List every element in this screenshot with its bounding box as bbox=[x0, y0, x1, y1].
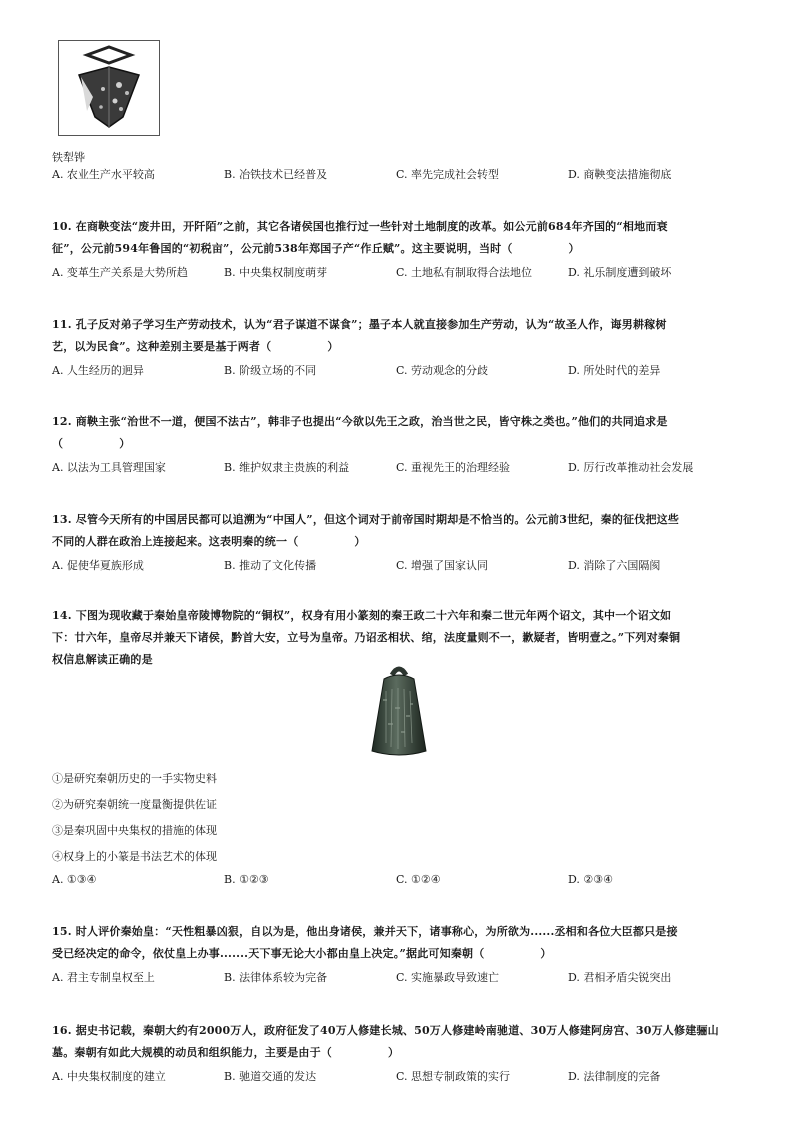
plowshare-drawing-icon bbox=[59, 41, 159, 135]
q12-option-a[interactable]: A. 以法为工具管理国家 bbox=[52, 461, 166, 474]
q10-option-d[interactable]: D. 礼乐制度遭到破坏 bbox=[568, 266, 672, 279]
q13-option-c[interactable]: C. 增强了国家认同 bbox=[396, 559, 489, 572]
q15-option-a[interactable]: A. 君主专制皇权至上 bbox=[52, 971, 155, 984]
q14-statement-1: ①是研究秦朝历史的一手实物史料 bbox=[52, 772, 217, 785]
q9-option-b[interactable]: B. 冶铁技术已经普及 bbox=[224, 168, 328, 181]
q13-option-a[interactable]: A. 促使华夏族形成 bbox=[52, 559, 144, 572]
q15-option-d[interactable]: D. 君相矛盾尖锐突出 bbox=[568, 971, 672, 984]
q16-option-d[interactable]: D. 法律制度的完备 bbox=[568, 1070, 661, 1083]
q10-stem-line: 征”，公元前594年鲁国的“初税亩”，公元前538年郑国子产“作丘赋”。这主要说明，当时（ ） bbox=[52, 242, 580, 255]
q9-option-a[interactable]: A. 农业生产水平较高 bbox=[52, 168, 155, 181]
q10-option-a[interactable]: A. 变革生产关系是大势所趋 bbox=[52, 266, 188, 279]
q10-options bbox=[52, 264, 742, 284]
q14-stem-line: 权信息解读正确的是 bbox=[52, 653, 153, 666]
q14-option-b[interactable]: B. ①②③ bbox=[224, 873, 269, 886]
q13-stem-line: 不同的人群在政治上连接起来。这表明秦的统一（ ） bbox=[52, 535, 366, 548]
q14-stem-line: 下：廿六年，皇帝尽并兼天下诸侯，黔首大安，立号为皇帝。乃诏丞相状、绾，法度量则不一，歉疑者，皆明壹之。”下列对秦铜 bbox=[52, 631, 681, 644]
q15-option-b[interactable]: B. 法律体系较为完备 bbox=[224, 971, 328, 984]
q15-option-c[interactable]: C. 实施暴政导致速亡 bbox=[396, 971, 500, 984]
q11-options bbox=[52, 362, 742, 382]
q13-options bbox=[52, 557, 742, 577]
q9-option-c[interactable]: C. 率先完成社会转型 bbox=[396, 168, 500, 181]
q10-stem bbox=[52, 216, 742, 260]
iron-plowshare-figure bbox=[58, 40, 160, 136]
q16-stem-line: 墓。秦朝有如此大规模的动员和组织能力，主要是由于（ ） bbox=[52, 1046, 400, 1059]
q14-stem bbox=[52, 605, 742, 671]
q11-option-c[interactable]: C. 劳动观念的分歧 bbox=[396, 364, 489, 377]
q14-statement-3: ③是秦巩固中央集权的措施的体现 bbox=[52, 824, 217, 837]
q10-stem-line: 10. 在商鞅变法“废井田，开阡陌”之前，其它各诸侯国也推行过一些针对土地制度的改革。如公元前684年齐国的“相地而衰 bbox=[52, 220, 668, 233]
q12-stem-line: 12. 商鞅主张“治世不一道，便国不法古”，韩非子也提出“今欲以先王之政，治当世之民，皆守株之类也。”他们的共同追求是 bbox=[52, 415, 668, 428]
q13-stem bbox=[52, 509, 742, 553]
q16-options bbox=[52, 1068, 742, 1088]
q14-statement-4: ④权身上的小篆是书法艺术的体现 bbox=[52, 850, 217, 863]
q9-option-d[interactable]: D. 商鞅变法措施彻底 bbox=[568, 168, 672, 181]
q15-stem-line: 15. 时人评价秦始皇：“天性粗暴凶狠，自以为是，他出身诸侯，兼并天下，诸事称心，为所欲为......丞相和各位大臣都只是接 bbox=[52, 925, 678, 938]
q14-statement-2: ②为研究秦朝统一度量衡提供佐证 bbox=[52, 798, 217, 811]
q11-stem bbox=[52, 314, 742, 358]
q12-options bbox=[52, 459, 742, 479]
q14-option-d[interactable]: D. ②③④ bbox=[568, 873, 614, 886]
q16-stem bbox=[52, 1020, 742, 1064]
q10-option-c[interactable]: C. 土地私有制取得合法地位 bbox=[396, 266, 533, 279]
figure-caption: 铁犁铧 bbox=[52, 151, 85, 164]
q16-option-a[interactable]: A. 中央集权制度的建立 bbox=[52, 1070, 166, 1083]
q16-option-b[interactable]: B. 驰道交通的发达 bbox=[224, 1070, 317, 1083]
q9-options bbox=[52, 166, 742, 186]
q13-stem-line: 13. 尽管今天所有的中国居民都可以追溯为“中国人”，但这个词对于前帝国时期却是不恰当的。公元前3世纪，秦的征伐把这些 bbox=[52, 513, 680, 526]
q15-stem-line: 受已经决定的命令，依仗皇上办事.......天下事无论大小都由皇上决定。”据此可知秦朝（ ） bbox=[52, 947, 552, 960]
q11-stem-line: 艺，以为民食”。这种差别主要是基于两者（ ） bbox=[52, 340, 339, 353]
q14-option-c[interactable]: C. ①②④ bbox=[396, 873, 441, 886]
q12-option-b[interactable]: B. 维护奴隶主贵族的利益 bbox=[224, 461, 350, 474]
q12-stem bbox=[52, 411, 742, 455]
q12-stem-line: （ ） bbox=[52, 437, 131, 450]
q15-stem bbox=[52, 921, 742, 965]
bronze-weight-figure bbox=[366, 663, 432, 759]
q15-options bbox=[52, 969, 742, 989]
q16-option-c[interactable]: C. 思想专制政策的实行 bbox=[396, 1070, 511, 1083]
q12-option-d[interactable]: D. 厉行改革推动社会发展 bbox=[568, 461, 694, 474]
q14-option-a[interactable]: A. ①③④ bbox=[52, 873, 97, 886]
q16-stem-line: 16. 据史书记载，秦朝大约有2000万人，政府征发了40万人修建长城、50万人修建岭南驰道、30万人修建阿房宫、30万人修建骊山 bbox=[52, 1024, 719, 1037]
q13-option-b[interactable]: B. 推动了文化传播 bbox=[224, 559, 317, 572]
q14-stem-line: 14. 下图为现收藏于秦始皇帝陵博物院的“铜权”，权身有用小篆刻的秦王政二十六年和秦二世元年两个诏文，其中一个诏文如 bbox=[52, 609, 672, 622]
q11-option-a[interactable]: A. 人生经历的迥异 bbox=[52, 364, 144, 377]
bronze-weight-icon bbox=[366, 663, 432, 759]
q13-option-d[interactable]: D. 消除了六国隔阂 bbox=[568, 559, 661, 572]
q11-option-d[interactable]: D. 所处时代的差异 bbox=[568, 364, 661, 377]
q14-options bbox=[52, 873, 742, 893]
q11-option-b[interactable]: B. 阶级立场的不同 bbox=[224, 364, 317, 377]
q11-stem-line: 11. 孔子反对弟子学习生产劳动技术，认为“君子谋道不谋食”；墨子本人就直接参加生产劳动，认为“故圣人作，诲男耕稼树 bbox=[52, 318, 667, 331]
q12-option-c[interactable]: C. 重视先王的治理经验 bbox=[396, 461, 511, 474]
q10-option-b[interactable]: B. 中央集权制度萌芽 bbox=[224, 266, 328, 279]
